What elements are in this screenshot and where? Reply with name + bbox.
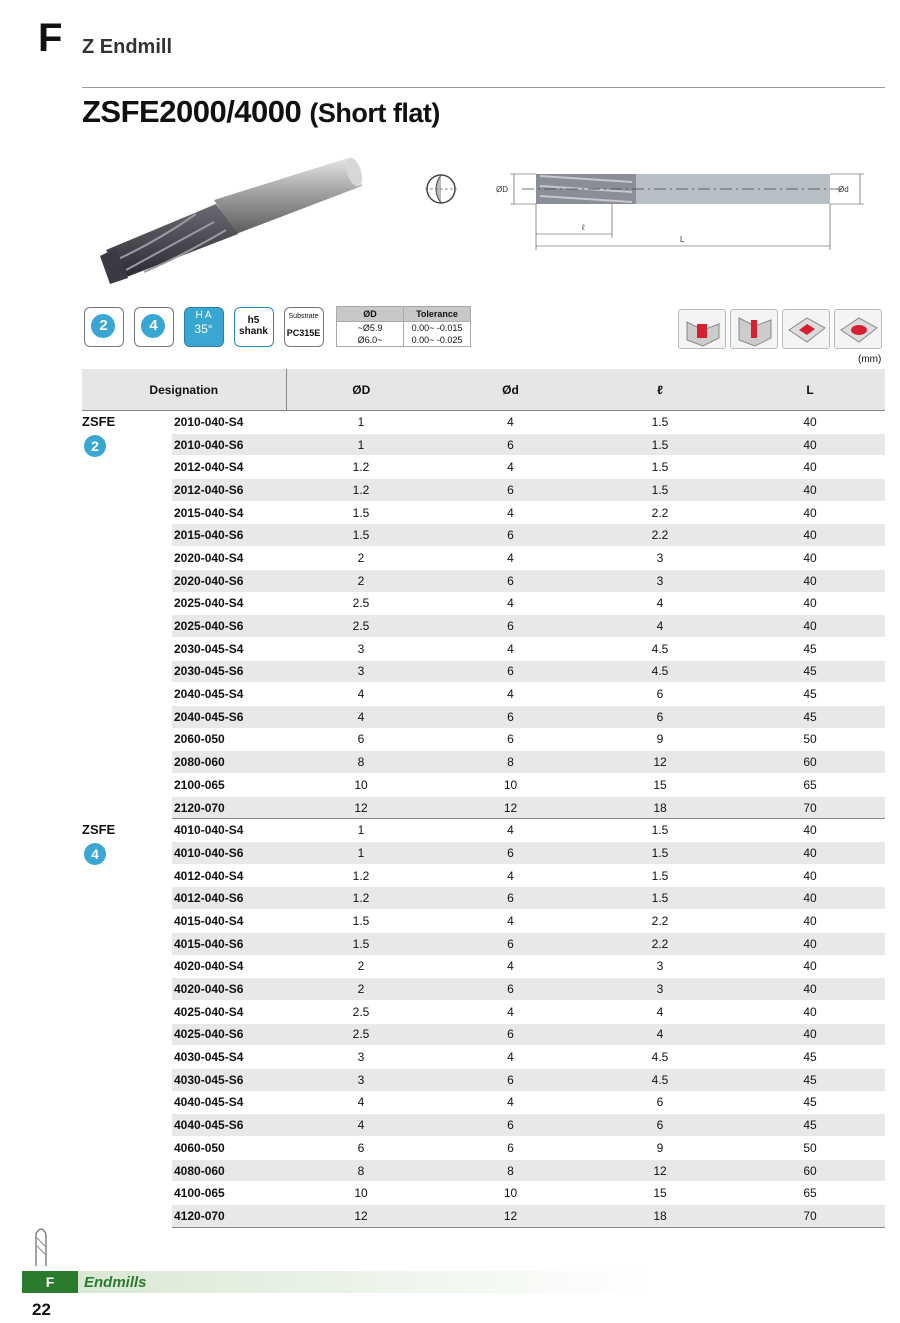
cell-D: 3 [286, 637, 436, 660]
cell-l: 1.5 [585, 433, 735, 456]
page-number: 22 [32, 1300, 51, 1319]
table-row [82, 524, 885, 547]
table-row [82, 796, 885, 819]
designation-cell: 4040-045-S6 [172, 1114, 286, 1137]
table-row [82, 1137, 885, 1160]
cell-D: 1.5 [286, 910, 436, 933]
flute-count-label: 4 [91, 846, 99, 863]
designation-cell: 4020-040-S4 [172, 955, 286, 978]
cell-L: 40 [735, 615, 885, 638]
cell-l: 12 [585, 751, 735, 774]
designation-cell: 2010-040-S4 [172, 411, 286, 434]
designation-cell: 2040-045-S6 [172, 705, 286, 728]
header-l: ℓ [585, 369, 735, 411]
designation-cell: 2100-065 [172, 774, 286, 797]
footer-bar [78, 1271, 900, 1293]
unit-label: (mm) [858, 354, 882, 365]
cell-d: 8 [436, 751, 585, 774]
cell-L: 50 [735, 1137, 885, 1160]
cell-L: 45 [735, 660, 885, 683]
designation-cell: 4012-040-S4 [172, 864, 286, 887]
cell-L: 40 [735, 501, 885, 524]
table-row [82, 910, 885, 933]
header-D: ØD [286, 369, 436, 411]
helix-angle-badge [184, 307, 224, 347]
cell-D: 1.5 [286, 501, 436, 524]
cell-L: 45 [735, 683, 885, 706]
cell-d: 6 [436, 1068, 585, 1091]
cell-d: 4 [436, 1091, 585, 1114]
cell-L: 70 [735, 796, 885, 819]
cell-d: 6 [436, 524, 585, 547]
cell-l: 4 [585, 1000, 735, 1023]
cell-d: 4 [436, 592, 585, 615]
cell-d: 4 [436, 1000, 585, 1023]
cell-d: 12 [436, 796, 585, 819]
cell-D: 1 [286, 819, 436, 842]
cell-d: 4 [436, 411, 585, 434]
cell-D: 2.5 [286, 592, 436, 615]
cell-D: 1.2 [286, 456, 436, 479]
cell-l: 15 [585, 774, 735, 797]
designation-cell: 2025-040-S6 [172, 615, 286, 638]
cell-d: 4 [436, 864, 585, 887]
ball-endmill-icon [32, 1224, 50, 1268]
designation-cell: 4060-050 [172, 1137, 286, 1160]
cell-L: 40 [735, 1000, 885, 1023]
cell-l: 1.5 [585, 456, 735, 479]
cell-l: 2.2 [585, 910, 735, 933]
table-row [82, 819, 885, 842]
table-row [82, 1159, 885, 1182]
cell-L: 45 [735, 1068, 885, 1091]
table-row [82, 433, 885, 456]
designation-cell: 2025-040-S4 [172, 592, 286, 615]
cell-L: 40 [735, 433, 885, 456]
cell-d: 10 [436, 1182, 585, 1205]
two-flute-label: 2 [99, 317, 108, 334]
table-row [82, 479, 885, 502]
designation-cell: 2010-040-S6 [172, 433, 286, 456]
cell-d: 12 [436, 1205, 585, 1228]
section-letter: F [38, 16, 63, 60]
cell-d: 6 [436, 842, 585, 865]
cell-d: 6 [436, 887, 585, 910]
cell-l: 4 [585, 592, 735, 615]
tol-range: ~Ø5.9 [337, 322, 404, 335]
table-row [82, 955, 885, 978]
designation-cell: 4025-040-S6 [172, 1023, 286, 1046]
cell-l: 2.2 [585, 932, 735, 955]
cell-D: 4 [286, 1091, 436, 1114]
cell-l: 4.5 [585, 660, 735, 683]
cell-l: 18 [585, 796, 735, 819]
table-row [82, 683, 885, 706]
table-row [82, 1023, 885, 1046]
cell-L: 40 [735, 932, 885, 955]
cell-L: 40 [735, 910, 885, 933]
cell-D: 2 [286, 569, 436, 592]
cell-D: 12 [286, 1205, 436, 1228]
cell-l: 4.5 [585, 637, 735, 660]
cell-d: 6 [436, 932, 585, 955]
designation-cell: 4080-060 [172, 1159, 286, 1182]
table-row [82, 411, 885, 434]
cell-L: 40 [735, 524, 885, 547]
cell-D: 2 [286, 547, 436, 570]
cell-l: 6 [585, 705, 735, 728]
label-L: L [680, 235, 685, 244]
table-row [82, 1114, 885, 1137]
table-row [82, 1182, 885, 1205]
cell-D: 12 [286, 796, 436, 819]
tol-value: 0.00~ -0.015 [404, 322, 471, 335]
cell-L: 40 [735, 864, 885, 887]
cell-D: 2.5 [286, 615, 436, 638]
designation-cell: 2060-050 [172, 728, 286, 751]
cell-d: 10 [436, 774, 585, 797]
cell-d: 8 [436, 1159, 585, 1182]
helix-angle-top: H A [195, 310, 212, 321]
designation-cell: 4015-040-S6 [172, 932, 286, 955]
table-row [82, 887, 885, 910]
cell-l: 1.5 [585, 887, 735, 910]
designation-cell: 2015-040-S6 [172, 524, 286, 547]
cell-D: 4 [286, 1114, 436, 1137]
designation-cell: 4025-040-S4 [172, 1000, 286, 1023]
table-row [82, 615, 885, 638]
cell-d: 6 [436, 705, 585, 728]
label-l: ℓ [582, 223, 585, 232]
cell-D: 8 [286, 751, 436, 774]
cell-l: 3 [585, 547, 735, 570]
flute-count-icon [82, 841, 108, 867]
cell-D: 2 [286, 978, 436, 1001]
cell-d: 4 [436, 910, 585, 933]
cell-D: 3 [286, 660, 436, 683]
cell-L: 40 [735, 569, 885, 592]
cell-D: 2.5 [286, 1000, 436, 1023]
dimension-drawing [492, 162, 872, 254]
cell-L: 65 [735, 774, 885, 797]
table-row [82, 774, 885, 797]
cell-d: 4 [436, 456, 585, 479]
cell-d: 6 [436, 479, 585, 502]
designation-cell: 4120-070 [172, 1205, 286, 1228]
four-flute-label: 4 [149, 317, 158, 334]
cell-l: 9 [585, 728, 735, 751]
cell-L: 45 [735, 1114, 885, 1137]
endmill-photo [86, 152, 376, 292]
cell-l: 2.2 [585, 501, 735, 524]
table-row [82, 456, 885, 479]
designation-cell: 2030-045-S4 [172, 637, 286, 660]
cell-l: 3 [585, 569, 735, 592]
cell-d: 6 [436, 569, 585, 592]
label-D: ØD [496, 185, 508, 194]
designation-cell: 2030-045-S6 [172, 660, 286, 683]
designation-cell: 2020-040-S4 [172, 547, 286, 570]
table-row [82, 1046, 885, 1069]
cell-l: 9 [585, 1137, 735, 1160]
cell-L: 40 [735, 887, 885, 910]
cell-L: 40 [735, 547, 885, 570]
cell-L: 40 [735, 411, 885, 434]
cell-D: 4 [286, 683, 436, 706]
table-row [82, 751, 885, 774]
cell-D: 8 [286, 1159, 436, 1182]
cell-L: 40 [735, 456, 885, 479]
designation-cell: 2040-045-S4 [172, 683, 286, 706]
cell-D: 6 [286, 728, 436, 751]
series-cell [82, 819, 172, 1227]
cell-L: 40 [735, 479, 885, 502]
cell-l: 18 [585, 1205, 735, 1228]
cell-L: 40 [735, 978, 885, 1001]
designation-cell: 4030-045-S6 [172, 1068, 286, 1091]
two-flute-badge [84, 307, 124, 347]
substrate-grade: PC315E [286, 328, 321, 338]
cell-l: 1.5 [585, 479, 735, 502]
designation-cell: 4020-040-S6 [172, 978, 286, 1001]
title-sub: (Short flat) [309, 98, 440, 128]
table-row [82, 660, 885, 683]
cell-l: 12 [585, 1159, 735, 1182]
cell-d: 6 [436, 1114, 585, 1137]
slotting-op-icon [678, 309, 726, 349]
designation-cell: 2120-070 [172, 796, 286, 819]
flute-count-icon [82, 433, 108, 459]
designation-cell: 4012-040-S6 [172, 887, 286, 910]
cell-d: 4 [436, 547, 585, 570]
cell-L: 40 [735, 842, 885, 865]
spec-body [82, 411, 885, 1228]
page-title [82, 94, 440, 130]
cell-L: 50 [735, 728, 885, 751]
cell-D: 1.5 [286, 932, 436, 955]
cell-D: 1.2 [286, 864, 436, 887]
tol-header-d: ØD [337, 307, 404, 322]
cell-L: 40 [735, 1023, 885, 1046]
substrate-badge [284, 307, 324, 347]
cell-D: 6 [286, 1137, 436, 1160]
table-row [82, 1205, 885, 1228]
cell-D: 1 [286, 411, 436, 434]
designation-cell: 4030-045-S4 [172, 1046, 286, 1069]
designation-cell: 2015-040-S4 [172, 501, 286, 524]
header-L: L [735, 369, 885, 411]
table-row [82, 842, 885, 865]
cell-d: 4 [436, 637, 585, 660]
cell-L: 40 [735, 592, 885, 615]
cell-l: 4 [585, 615, 735, 638]
cell-d: 6 [436, 1137, 585, 1160]
header-d: Ød [436, 369, 585, 411]
flute-count-label: 2 [91, 438, 99, 454]
h5-shank-badge [234, 307, 274, 347]
cell-l: 3 [585, 978, 735, 1001]
cell-D: 1 [286, 842, 436, 865]
cell-L: 65 [735, 1182, 885, 1205]
cell-l: 6 [585, 1091, 735, 1114]
table-row [82, 501, 885, 524]
designation-cell: 4010-040-S4 [172, 819, 286, 842]
cell-l: 3 [585, 955, 735, 978]
table-row [82, 547, 885, 570]
spec-table [82, 369, 885, 1228]
label-d: Ød [838, 185, 849, 194]
table-row [82, 569, 885, 592]
table-row [82, 1000, 885, 1023]
cell-D: 4 [286, 705, 436, 728]
pocketing-op-icon [834, 309, 882, 349]
cell-l: 1.5 [585, 819, 735, 842]
cell-L: 45 [735, 1091, 885, 1114]
four-flute-badge [134, 307, 174, 347]
cell-D: 3 [286, 1046, 436, 1069]
grooving-op-icon [730, 309, 778, 349]
cell-d: 6 [436, 615, 585, 638]
series-cell [82, 411, 172, 819]
designation-cell: 4040-045-S4 [172, 1091, 286, 1114]
designation-cell: 2012-040-S4 [172, 456, 286, 479]
helix-angle-value: 35° [194, 322, 213, 336]
tol-header-tolerance: Tolerance [404, 307, 471, 322]
cell-l: 2.2 [585, 524, 735, 547]
designation-cell: 4100-065 [172, 1182, 286, 1205]
table-row [82, 864, 885, 887]
designation-cell: 2080-060 [172, 751, 286, 774]
cell-d: 6 [436, 1023, 585, 1046]
cell-L: 70 [735, 1205, 885, 1228]
table-row [82, 1091, 885, 1114]
table-row [82, 978, 885, 1001]
cross-section-icon [424, 172, 458, 206]
cell-l: 6 [585, 683, 735, 706]
cell-d: 4 [436, 1046, 585, 1069]
cell-D: 10 [286, 1182, 436, 1205]
cell-D: 2 [286, 955, 436, 978]
designation-cell: 2020-040-S6 [172, 569, 286, 592]
table-row [82, 1068, 885, 1091]
cell-D: 1.2 [286, 887, 436, 910]
tolerance-table [336, 306, 471, 347]
cell-l: 1.5 [585, 842, 735, 865]
cell-D: 1.5 [286, 524, 436, 547]
series-name: ZSFE [82, 414, 116, 429]
shank-label: shank [239, 326, 268, 337]
header-rule [82, 87, 885, 88]
table-row [82, 728, 885, 751]
cell-d: 6 [436, 978, 585, 1001]
cell-L: 60 [735, 1159, 885, 1182]
cell-D: 10 [286, 774, 436, 797]
cell-d: 6 [436, 728, 585, 751]
series-name: ZSFE [82, 822, 116, 838]
side-milling-op-icon [782, 309, 830, 349]
cell-L: 45 [735, 1046, 885, 1069]
cell-L: 60 [735, 751, 885, 774]
cell-l: 1.5 [585, 411, 735, 434]
table-row [82, 592, 885, 615]
cell-D: 1.2 [286, 479, 436, 502]
cell-d: 4 [436, 683, 585, 706]
h5-label: h5 [247, 315, 260, 326]
footer-section-tab: F [22, 1271, 78, 1293]
designation-cell: 4015-040-S4 [172, 910, 286, 933]
cell-l: 4.5 [585, 1046, 735, 1069]
footer-category: Endmills [84, 1274, 147, 1291]
table-row [82, 705, 885, 728]
title-main: ZSFE2000/4000 [82, 94, 302, 129]
cell-L: 45 [735, 637, 885, 660]
cell-l: 15 [585, 1182, 735, 1205]
substrate-label: Substrate [288, 313, 319, 320]
header-designation: Designation [82, 369, 286, 411]
cell-l: 4.5 [585, 1068, 735, 1091]
cell-d: 4 [436, 501, 585, 524]
cell-d: 4 [436, 819, 585, 842]
tol-range: Ø6.0~ [337, 334, 404, 347]
table-row [82, 637, 885, 660]
cell-l: 6 [585, 1114, 735, 1137]
cell-L: 40 [735, 955, 885, 978]
cell-l: 1.5 [585, 864, 735, 887]
section-title: Z Endmill [82, 36, 172, 58]
cell-L: 45 [735, 705, 885, 728]
designation-cell: 2012-040-S6 [172, 479, 286, 502]
cell-l: 4 [585, 1023, 735, 1046]
designation-cell: 4010-040-S6 [172, 842, 286, 865]
cell-L: 40 [735, 819, 885, 842]
table-row [82, 932, 885, 955]
tol-value: 0.00~ -0.025 [404, 334, 471, 347]
cell-D: 3 [286, 1068, 436, 1091]
cell-D: 1 [286, 433, 436, 456]
cell-D: 2.5 [286, 1023, 436, 1046]
cell-d: 6 [436, 660, 585, 683]
cell-d: 4 [436, 955, 585, 978]
cell-d: 6 [436, 433, 585, 456]
